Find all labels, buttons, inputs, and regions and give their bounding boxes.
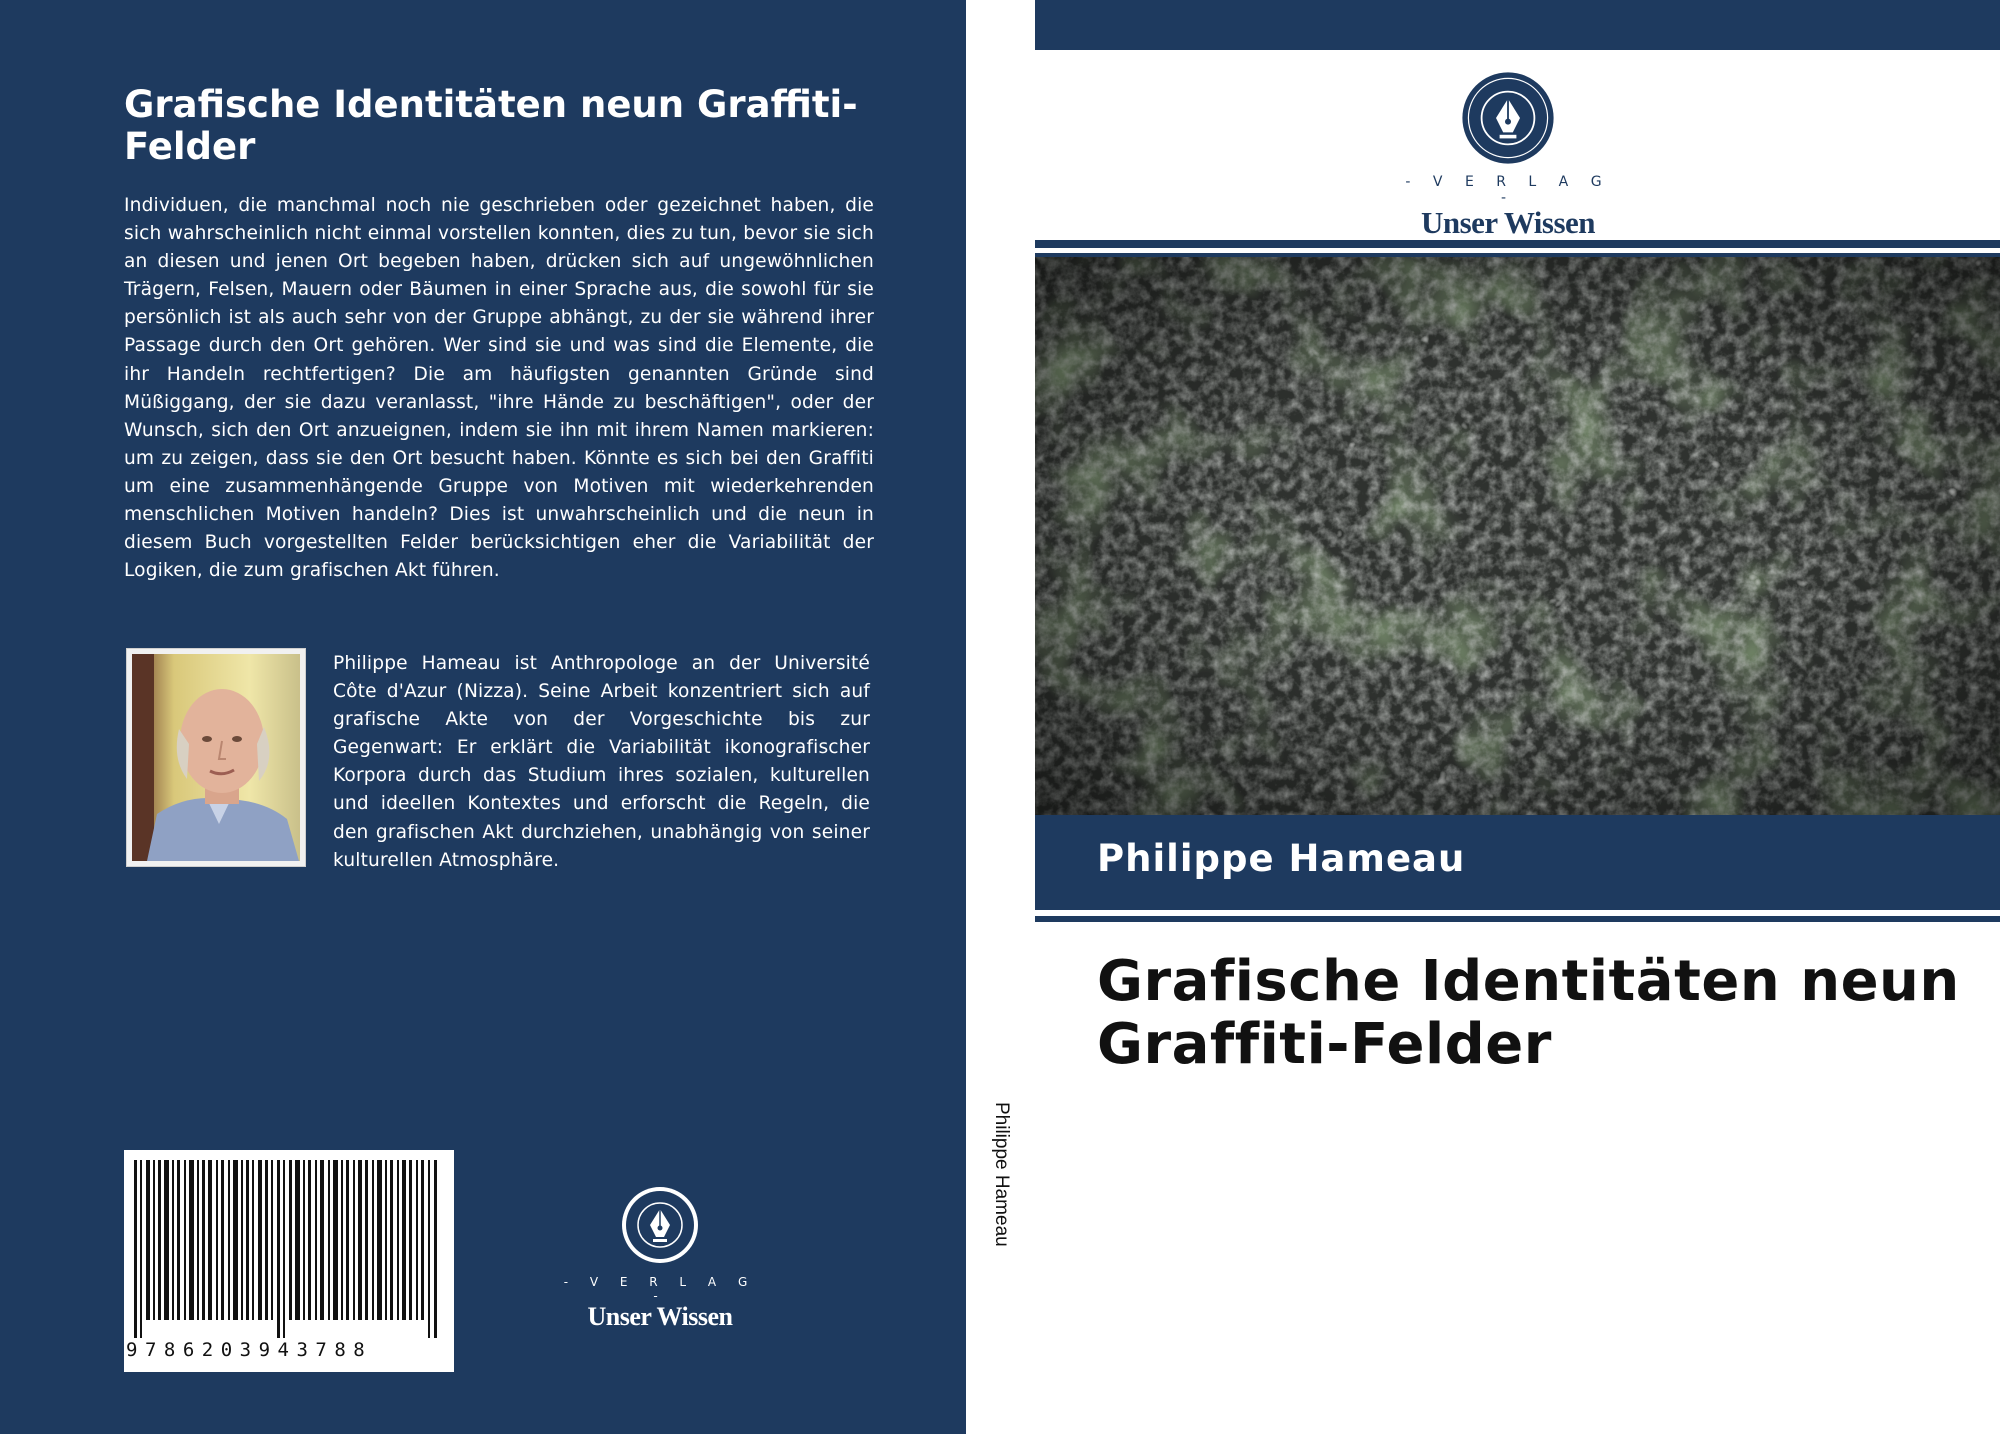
author-bio: Philippe Hameau ist Anthropologe an der Université Côte d'Azur (Nizza). Seine Arbeit konzentriert sich auf grafische Akte von der Vorgeschichte bis zur Gegenwart: Er erklärt die Variabilität ikonografischer Korpora durch das Studium ihres sozialen, kulturellen und ideellen Kontextes und erforscht die Regeln, die den grafischen Akt durchziehen, unabhängig von seiner kulturellen Atmosphäre. bbox=[333, 653, 870, 871]
front-logo-brand: Unser Wissen bbox=[1420, 205, 1596, 240]
back-cover-blurb: Individuen, die manchmal noch nie geschrieben oder gezeichnet haben, die sich wahrscheinlich nicht einmal vorstellen konnten, dies zu tun, bevor sie sich an diesen und jenen Ort begeben haben, drücken sich auf ungewöhnlichen Trägern, Felsen, Mauern oder Bäumen in einer Sprache aus, die sowohl für sie persönlich ist als auch sehr von der Gruppe abhängt, zu der sie während ihrer Passage durch den Ort gehören. Wer sind sie und was sind die Elemente, die ihr Handeln rechtfertigen? Die am häufigsten genannten Gründe sind Müßiggang, der sie dazu veranlasst, "ihre Hände zu beschäftigen", oder der Wunsch, sich den Ort anzueignen, indem sie ihn mit ihrem Namen markieren: um zu zeigen, dass sie den Ort besucht haben. Könnte es sich bei den Graffiti um eine zusammenhängende Gruppe von Motiven mit wiederkehrenden menschlichen Motiven handeln? Dies ist unwahrscheinlich und die neun in diesem Buch vorgestellten Felder berücksichtigen eher die Variabilität der Logiken, die zum grafischen Akt führen. bbox=[124, 195, 874, 582]
back-cover bbox=[0, 0, 966, 1434]
front-top-bar bbox=[1035, 0, 2000, 50]
pen-nib-seal-icon bbox=[620, 1185, 700, 1265]
back-cover-title: Grafische Identitäten neun Graffiti-Felder bbox=[124, 83, 858, 168]
stone-wall-photo bbox=[1035, 257, 2000, 815]
front-cover-title: Grafische Identitäten neun Graffiti-Felder bbox=[1097, 949, 1960, 1077]
pen-nib-seal-icon bbox=[1460, 70, 1556, 166]
stone-wall-texture bbox=[1035, 257, 2000, 815]
front-author-name: Philippe Hameau bbox=[1097, 837, 1466, 880]
back-publisher-logo bbox=[560, 1185, 760, 1331]
isbn-digits: 9786203943788 bbox=[126, 1339, 373, 1361]
isbn-barcode bbox=[124, 1150, 454, 1372]
portrait-illustration bbox=[127, 649, 305, 866]
spine-author: Philippe Hameau bbox=[991, 1102, 1012, 1247]
front-author-band bbox=[1035, 815, 2000, 910]
front-publisher-logo bbox=[1398, 70, 1618, 240]
author-portrait-photo bbox=[126, 648, 306, 867]
back-logo-brand: Unser Wissen bbox=[587, 1302, 733, 1331]
barcode-icon bbox=[134, 1160, 444, 1338]
back-logo-verlag: - V E R L A G - bbox=[563, 1275, 757, 1303]
front-divider-bottom bbox=[1035, 916, 2000, 922]
front-logo-verlag: - V E R L A G - bbox=[1405, 174, 1611, 206]
front-divider-thick bbox=[1035, 240, 2000, 248]
